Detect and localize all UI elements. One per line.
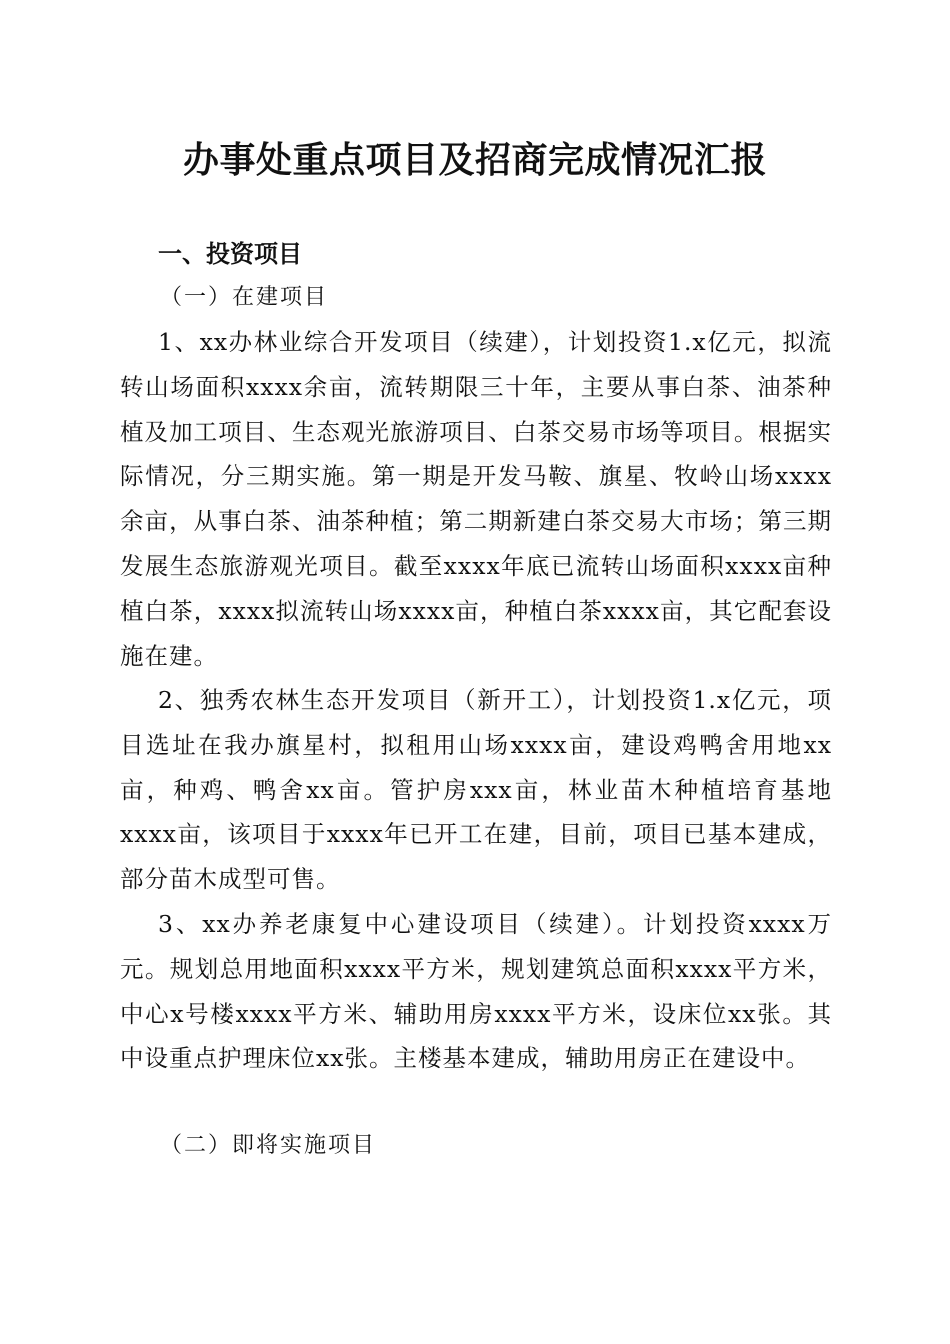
paragraph-project-1: 1、xx办林业综合开发项目（续建），计划投资1.x亿元，拟流转山场面积xxxx余亩，流转期限三十年，主要从事白茶、油茶种植及加工项目、生态观光旅游项目、白茶交易市场等项目。根据实际情况，分三期实施。第一期是开发马鞍、旗星、牧岭山场xxxx余亩，从事白茶、油茶种植；第二期新建白茶交易大市场；第三期发展生态旅游观光项目。截至xxxx年底已流转山场面积xxxx亩种植白茶，xxxx拟流转山场xxxx亩，种植白茶xxxx亩，其它配套设施在建。 — [120, 328, 832, 670]
section-heading-investment: 一、投资项目 — [158, 240, 302, 268]
paragraph-project-3: 3、xx办养老康复中心建设项目（续建）。计划投资xxxx万元。规划总用地面积xxxx平方米，规划建筑总面积xxxx平方米，中心x号楼xxxx平方米、辅助用房xxxx平方米，设床位xx张。其中设重点护理床位xx张。主楼基本建成，辅助用房正在建设中。 — [120, 910, 832, 1073]
document-title: 办事处重点项目及招商完成情况汇报 — [182, 139, 767, 181]
subsection-heading-under-construction: （一）在建项目 — [160, 285, 329, 310]
subsection-heading-upcoming: （二）即将实施项目 — [160, 1133, 377, 1158]
paragraph-project-2: 2、独秀农林生态开发项目（新开工），计划投资1.x亿元，项目选址在我办旗星村，拟租用山场xxxx亩，建设鸡鸭舍用地xx亩，种鸡、鸭舍xx亩。管护房xxx亩，林业苗木种植培育基地xxxx亩，该项目于xxxx年已开工在建，目前，项目已基本建成，部分苗木成型可售。 — [120, 686, 832, 894]
